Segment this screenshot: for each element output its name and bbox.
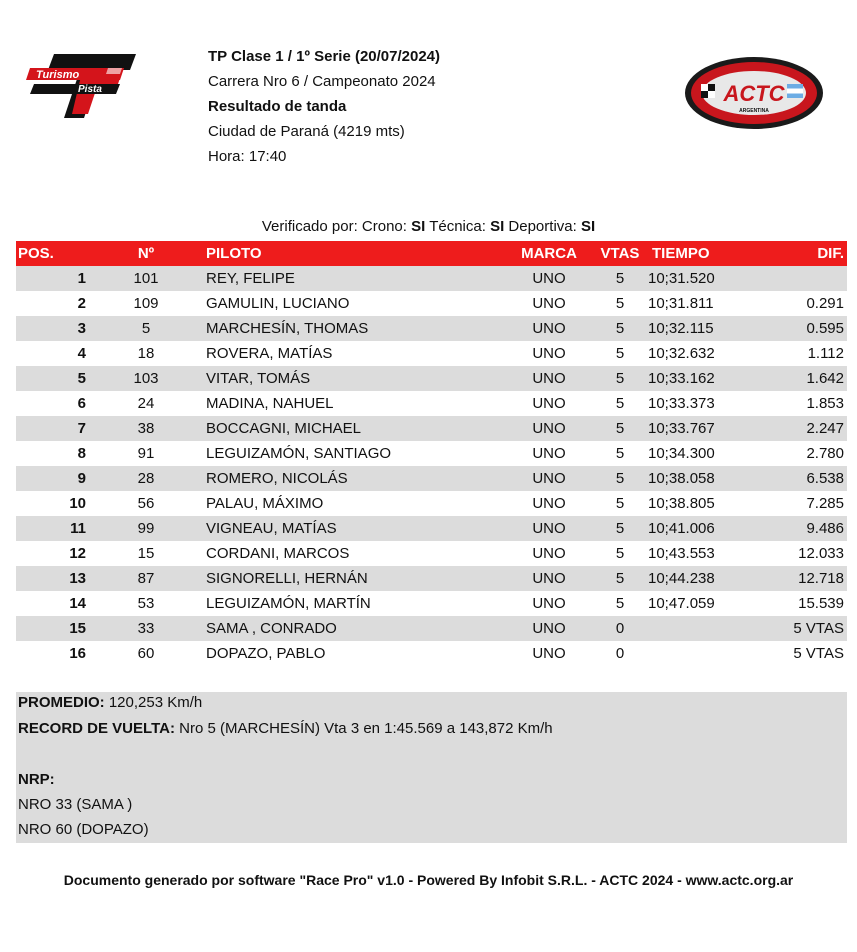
cell-tiempo: 10;34.300 [648, 445, 715, 462]
cell-marca: UNO [506, 466, 592, 491]
cell-piloto: ROMERO, NICOLÁS [206, 466, 506, 491]
table-row [16, 466, 847, 491]
cell-pos: 11 [16, 516, 86, 541]
nrp-item: NRO 33 (SAMA ) [18, 796, 133, 813]
cell-tiempo: 10;38.805 [648, 495, 715, 512]
col-header-vtas: VTAS [592, 241, 648, 266]
cell-dif: 2.247 [758, 416, 847, 441]
cell-vtas: 5 [592, 566, 648, 591]
cell-piloto: PALAU, MÁXIMO [206, 495, 324, 512]
cell-piloto: MARCHESÍN, THOMAS [206, 316, 506, 341]
col-header-pos: POS. [16, 241, 86, 266]
cell-pos: 3 [16, 316, 86, 341]
table-row [16, 541, 847, 566]
col-header-dif: DIF. [758, 241, 847, 266]
cell-pos: 10 [69, 495, 86, 512]
event-title: TP Clase 1 / 1º Serie (20/07/2024) [208, 48, 441, 65]
col-header-piloto: PILOTO [206, 241, 506, 266]
cell-vtas: 5 [592, 316, 648, 341]
footer-text: Documento generado por software "Race Pro" v1.0 - Powered By Infobit S.R.L. - ACTC 2024 - www.actc.org.ar [63, 872, 794, 888]
cell-tiempo: 10;32.115 [648, 316, 758, 341]
cell-vtas: 5 [615, 545, 625, 562]
cell-tiempo: 10;44.238 [648, 566, 758, 591]
table-row [16, 316, 847, 341]
cell-vtas: 5 [615, 295, 625, 312]
cell-piloto: VIGNEAU, MATÍAS [206, 516, 506, 541]
table-row [16, 391, 847, 416]
cell-num: 5 [86, 316, 206, 341]
cell-num: 38 [86, 416, 206, 441]
cell-marca: UNO [506, 316, 592, 341]
cell-vtas: 5 [592, 266, 648, 291]
cell-marca: UNO [506, 566, 592, 591]
cell-marca: UNO [532, 645, 566, 662]
cell-num: 33 [86, 616, 206, 641]
nrp-item: NRO 60 (DOPAZO) [18, 821, 149, 838]
record-line [18, 720, 553, 737]
table-row [16, 616, 847, 641]
cell-pos: 13 [16, 566, 86, 591]
verification-line [0, 218, 857, 235]
cell-dif: 0.291 [806, 295, 844, 312]
result-label: Resultado de tanda [208, 98, 347, 115]
cell-marca: UNO [506, 616, 592, 641]
cell-piloto: LEGUIZAMÓN, SANTIAGO [206, 445, 392, 462]
cell-pos: 12 [69, 545, 86, 562]
cell-num: 28 [86, 466, 206, 491]
table-header-row [16, 241, 847, 266]
cell-num: 103 [86, 366, 206, 391]
cell-vtas: 5 [615, 345, 625, 362]
cell-tiempo: 10;31.520 [648, 266, 758, 291]
cell-piloto: ROVERA, MATÍAS [206, 345, 333, 362]
table-row [16, 341, 847, 366]
col-header-tiempo: TIEMPO [648, 241, 758, 266]
cell-marca: UNO [532, 345, 566, 362]
col-header-marca: MARCA [506, 241, 592, 266]
cell-vtas: 5 [615, 595, 625, 612]
cell-dif [758, 266, 847, 291]
record-label: RECORD DE VUELTA: [18, 720, 175, 737]
table-row [16, 566, 847, 591]
cell-marca: UNO [532, 595, 566, 612]
cell-pos: 15 [16, 616, 86, 641]
cell-dif: 1.853 [806, 395, 844, 412]
cell-dif: 12.033 [798, 545, 844, 562]
promedio-value: 120,253 Km/h [104, 694, 203, 711]
actc-logo [683, 56, 825, 130]
cell-pos: 8 [77, 445, 86, 462]
cell-tiempo: 10;32.632 [648, 345, 715, 362]
cell-tiempo: 10;47.059 [648, 595, 715, 612]
cell-marca: UNO [532, 495, 566, 512]
cell-num: 99 [86, 516, 206, 541]
table-row [16, 441, 847, 466]
cell-dif: 6.538 [758, 466, 847, 491]
deportiva-label: Deportiva: [504, 218, 581, 235]
verification-prefix: Verificado por: Crono: [261, 218, 412, 235]
record-value: Nro 5 (MARCHESÍN) Vta 3 en 1:45.569 a 143,872 Km/h [174, 720, 553, 737]
cell-marca: UNO [506, 266, 592, 291]
logo-text-turismo: Turismo [36, 69, 80, 81]
results-table [16, 241, 847, 666]
cell-pos: 6 [77, 395, 86, 412]
cell-tiempo: 10;41.006 [648, 516, 758, 541]
table-row [16, 641, 847, 666]
table-row [16, 591, 847, 616]
crono-status: SI [411, 218, 426, 235]
cell-pos: 5 [16, 366, 86, 391]
cell-marca: UNO [532, 295, 566, 312]
turismo-pista-logo [24, 50, 140, 122]
promedio-label: PROMEDIO: [18, 694, 105, 711]
table-row [16, 416, 847, 441]
cell-vtas: 5 [615, 495, 625, 512]
cell-marca: UNO [532, 445, 566, 462]
cell-dif: 12.718 [758, 566, 847, 591]
cell-pos: 9 [16, 466, 86, 491]
cell-tiempo [648, 641, 758, 666]
logo-text-pista: Pista [78, 84, 102, 95]
cell-marca: UNO [506, 416, 592, 441]
cell-vtas: 5 [592, 416, 648, 441]
nrp-label [18, 771, 55, 788]
cell-num: 91 [137, 445, 155, 462]
cell-piloto: LEGUIZAMÓN, MARTÍN [206, 595, 371, 612]
cell-dif: 2.780 [806, 445, 844, 462]
results-body [16, 266, 847, 666]
cell-dif: 0.595 [758, 316, 847, 341]
cell-pos: 14 [69, 595, 86, 612]
cell-vtas: 5 [592, 516, 648, 541]
cell-num: 109 [133, 295, 159, 312]
cell-dif: 1.112 [807, 345, 844, 362]
cell-tiempo: 10;38.058 [648, 466, 758, 491]
cell-num: 53 [137, 595, 155, 612]
cell-marca: UNO [506, 366, 592, 391]
cell-piloto: SIGNORELLI, HERNÁN [206, 566, 506, 591]
cell-pos: 7 [16, 416, 86, 441]
cell-marca: UNO [532, 395, 566, 412]
cell-pos: 1 [16, 266, 86, 291]
race-time: Hora: 17:40 [208, 148, 287, 165]
cell-dif: 5 VTAS [758, 616, 847, 641]
cell-piloto: DOPAZO, PABLO [206, 645, 326, 662]
table-row [16, 291, 847, 316]
cell-num: 56 [137, 495, 155, 512]
cell-vtas: 0 [615, 645, 625, 662]
cell-dif: 1.642 [758, 366, 847, 391]
cell-tiempo: 10;33.162 [648, 366, 758, 391]
cell-vtas: 5 [592, 466, 648, 491]
cell-tiempo: 10;31.811 [648, 295, 714, 312]
location: Ciudad de Paraná (4219 mts) [208, 123, 405, 140]
cell-marca: UNO [506, 516, 592, 541]
cell-tiempo: 10;33.373 [648, 395, 715, 412]
cell-vtas: 5 [615, 445, 625, 462]
cell-tiempo: 10;43.553 [648, 545, 715, 562]
nrp-label-text: NRP: [18, 771, 55, 788]
cell-num: 18 [137, 345, 155, 362]
cell-piloto: CORDANI, MARCOS [206, 545, 350, 562]
cell-pos: 16 [69, 645, 86, 662]
cell-piloto: MADINA, NAHUEL [206, 395, 334, 412]
table-row [16, 266, 847, 291]
table-row [16, 516, 847, 541]
table-row [16, 491, 847, 516]
cell-piloto: VITAR, TOMÁS [206, 366, 506, 391]
cell-num: 60 [137, 645, 155, 662]
tecnica-status: SI [490, 218, 505, 235]
cell-num: 24 [137, 395, 155, 412]
logo-text-argentina: ARGENTINA [739, 108, 769, 114]
summary-block [16, 692, 847, 843]
cell-piloto: REY, FELIPE [206, 266, 506, 291]
cell-num: 101 [86, 266, 206, 291]
race-info: Carrera Nro 6 / Campeonato 2024 [208, 73, 436, 90]
cell-vtas: 0 [592, 616, 648, 641]
table-row [16, 366, 847, 391]
cell-vtas: 5 [592, 366, 648, 391]
cell-piloto: SAMA , CONRADO [206, 616, 506, 641]
cell-marca: UNO [532, 545, 566, 562]
cell-piloto: BOCCAGNI, MICHAEL [206, 416, 506, 441]
promedio-line [18, 694, 202, 711]
tecnica-label: Técnica: [425, 218, 491, 235]
header-info [208, 44, 440, 169]
cell-pos: 4 [77, 345, 86, 362]
cell-dif: 5 VTAS [793, 645, 844, 662]
cell-num: 87 [86, 566, 206, 591]
cell-tiempo: 10;33.767 [648, 416, 758, 441]
cell-dif: 7.285 [806, 495, 844, 512]
logo-text-actc: ACTC [723, 81, 785, 106]
cell-vtas: 5 [615, 395, 625, 412]
cell-dif: 15.539 [798, 595, 844, 612]
deportiva-status: SI [580, 218, 596, 235]
cell-tiempo [648, 616, 758, 641]
cell-dif: 9.486 [758, 516, 847, 541]
cell-pos: 2 [77, 295, 86, 312]
col-header-num: Nº [86, 241, 206, 266]
cell-piloto: GAMULIN, LUCIANO [206, 295, 350, 312]
cell-num: 15 [137, 545, 155, 562]
